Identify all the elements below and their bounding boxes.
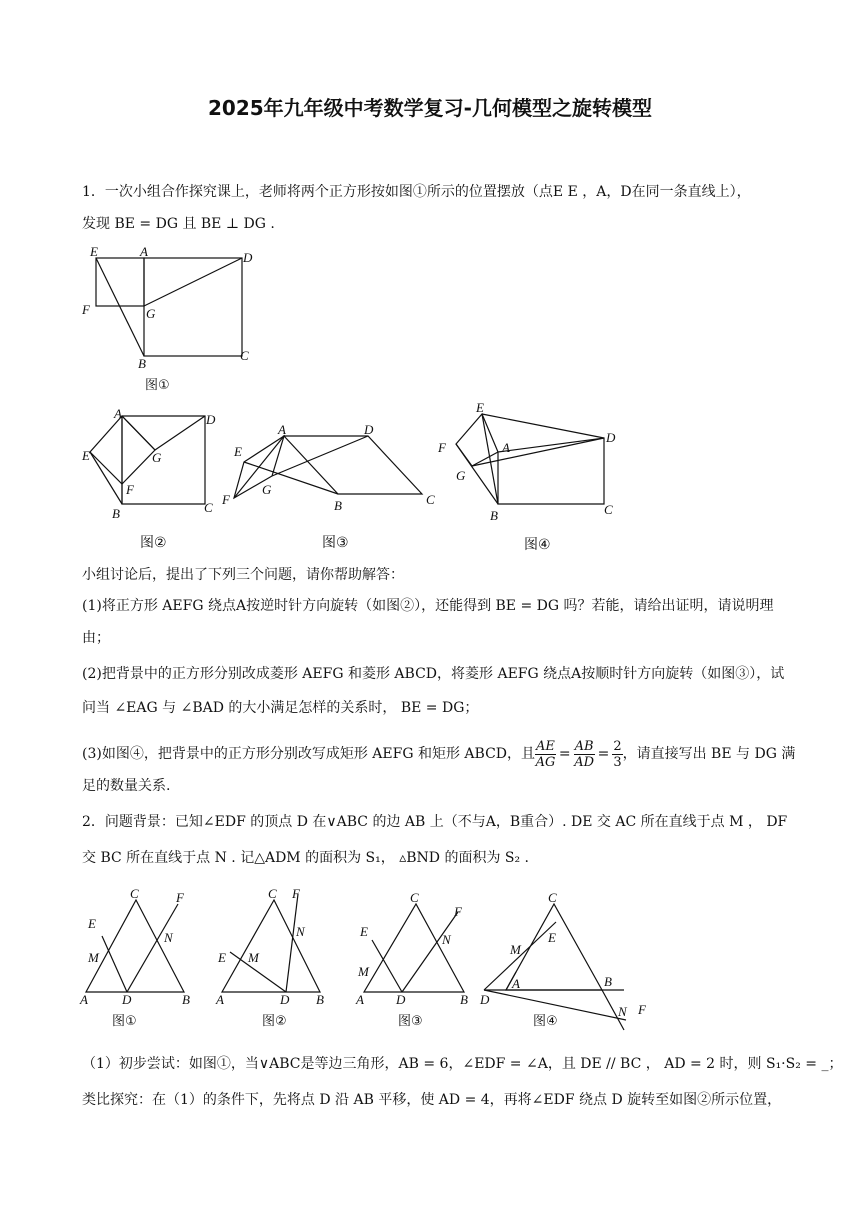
svg-text:B: B	[112, 506, 120, 521]
q1-part3-prefix: (3)如图④，把背景中的正方形分别改写成矩形 AEFG 和矩形 ABCD，且	[82, 746, 536, 762]
svg-text:F: F	[82, 302, 90, 317]
svg-text:E: E	[548, 930, 556, 945]
svg-text:G: G	[262, 482, 272, 497]
svg-text:G: G	[152, 450, 162, 465]
svg-text:B: B	[490, 508, 498, 523]
svg-text:D: D	[280, 992, 290, 1006]
svg-text:D: D	[480, 992, 490, 1007]
svg-text:A: A	[356, 992, 364, 1006]
q1-part2-line1: (2)把背景中的正方形分别改成菱形 AEFG 和菱形 ABCD，将菱形 AEFG 绕点A按顺时针方向旋转（如图③），试	[82, 666, 785, 682]
q1-part1-line2: 由；	[82, 630, 110, 646]
svg-text:M: M	[248, 950, 259, 965]
svg-text:N: N	[296, 924, 305, 939]
q1-fig4-caption: 图④	[524, 537, 551, 553]
svg-text:C: C	[548, 890, 557, 905]
svg-text:C: C	[410, 890, 419, 905]
q2-figure-3	[354, 886, 474, 1006]
svg-text:D: D	[606, 430, 616, 445]
q1-fig3-caption: 图③	[322, 535, 349, 551]
svg-text:A: A	[140, 244, 148, 259]
q2-part2: 类比探究：在（1）的条件下，先将点 D 沿 AB 平移，使 AD = 4，再将∠EDF 绕点 D 旋转至如图②所示位置，	[82, 1092, 782, 1108]
fraction-ab-ad: $\frac{AB}{AD}$	[574, 738, 595, 770]
svg-text:B: B	[138, 356, 146, 371]
svg-text:F: F	[638, 1002, 646, 1017]
svg-text:E: E	[360, 924, 368, 939]
q2-figure-4	[476, 886, 656, 1036]
svg-text:M: M	[510, 942, 521, 957]
svg-text:A: A	[512, 976, 520, 991]
svg-text:N: N	[618, 1004, 627, 1019]
svg-text:C: C	[268, 886, 277, 901]
svg-text:F: F	[454, 904, 462, 919]
q2-figure-1	[78, 886, 198, 1006]
q2-fig4-caption: 图④	[533, 1014, 558, 1029]
svg-text:A: A	[216, 992, 224, 1006]
svg-text:D: D	[396, 992, 406, 1006]
svg-text:E: E	[90, 244, 98, 259]
fraction-two-thirds: $\frac{2}{3}$	[613, 738, 622, 770]
q2-line2: 交 BC 所在直线于点 N . 记△ADM 的面积为 S₁， ▵BND 的面积为 S₂ .	[82, 850, 529, 866]
svg-text:D: D	[206, 412, 216, 427]
svg-text:E: E	[88, 916, 96, 931]
svg-text:D: D	[243, 250, 253, 265]
q1-fig1-caption: 图①	[145, 378, 170, 393]
q2-line1: 2．问题背景：已知∠EDF 的顶点 D 在∨ABC 的边 AB 上（不与A，B重合）. DE 交 AC 所在直线于点 M ， DF	[82, 814, 788, 830]
svg-text:E: E	[82, 448, 90, 463]
q2-figure-2	[214, 886, 334, 1006]
q1-part2-line2: 问当 ∠EAG 与 ∠BAD 的大小满足怎样的关系时， BE = DG；	[82, 700, 479, 716]
q1-part1-line1: (1)将正方形 AEFG 绕点A按逆时针方向旋转（如图②），还能得到 BE = DG 吗？若能，请给出证明，请说明理	[82, 598, 774, 614]
svg-text:F: F	[438, 440, 446, 455]
svg-text:C: C	[130, 886, 139, 901]
svg-text:D: D	[364, 422, 374, 437]
svg-text:F: F	[222, 492, 230, 507]
svg-text:A: A	[278, 422, 286, 437]
q1-part3-suffix: ，请直接写出 BE 与 DG 满	[622, 746, 796, 762]
svg-text:B: B	[334, 498, 342, 513]
svg-text:E: E	[218, 950, 226, 965]
q1-fig2-caption: 图②	[140, 535, 167, 551]
q1-part3-line1: (3)如图④，把背景中的正方形分别改写成矩形 AEFG 和矩形 ABCD，且 $\frac{AE}{AG}$ = $\frac{AB}{AD}$ = $\frac{2}{3}$ ，请直接写出 BE 与 DG 满	[82, 738, 796, 770]
svg-text:N: N	[164, 930, 173, 945]
svg-text:A: A	[80, 992, 88, 1006]
q2-fig1-caption: 图①	[112, 1014, 137, 1029]
q1-figure-2	[80, 404, 230, 524]
q2-fig3-caption: 图③	[398, 1014, 423, 1029]
svg-text:C: C	[604, 502, 613, 517]
svg-text:C: C	[204, 500, 213, 515]
q1-intro-line1: 1．一次小组合作探究课上，老师将两个正方形按如图①所示的位置摆放（点E E ，A，D在同一条直线上），	[82, 184, 751, 200]
svg-text:G: G	[146, 306, 156, 321]
svg-text:D: D	[122, 992, 132, 1006]
svg-text:A: A	[114, 406, 122, 421]
q2-part1: （1）初步尝试：如图①，当∨ABC是等边三角形，AB = 6，∠EDF = ∠A，且 DE // BC ， AD = 2 时，则 S₁·S₂ = _；	[82, 1056, 843, 1072]
svg-text:E: E	[234, 444, 242, 459]
q1-figure-4	[434, 396, 624, 526]
svg-text:F: F	[176, 890, 184, 905]
q1-figure-1	[80, 244, 270, 394]
q1-figure-3	[222, 420, 444, 520]
q1-discussion: 小组讨论后，提出了下列三个问题，请你帮助解答：	[82, 567, 404, 583]
svg-text:E: E	[476, 400, 484, 415]
svg-text:N: N	[442, 932, 451, 947]
svg-text:G: G	[456, 468, 466, 483]
svg-text:C: C	[426, 492, 435, 507]
q2-fig2-caption: 图②	[262, 1014, 287, 1029]
svg-text:F: F	[292, 886, 300, 901]
svg-text:B: B	[316, 992, 324, 1006]
q1-intro-line2: 发现 BE = DG 且 BE ⊥ DG .	[82, 216, 275, 232]
page-title: 2025年九年级中考数学复习-几何模型之旋转模型	[208, 96, 652, 120]
svg-text:B: B	[604, 974, 612, 989]
svg-text:B: B	[182, 992, 190, 1006]
svg-text:C: C	[240, 348, 249, 363]
svg-text:M: M	[88, 950, 99, 965]
svg-text:M: M	[358, 964, 369, 979]
svg-text:A: A	[502, 440, 510, 455]
fraction-ae-ag: $\frac{AE}{AG}$	[535, 738, 556, 770]
svg-text:B: B	[460, 992, 468, 1006]
svg-text:F: F	[126, 482, 134, 497]
q1-part3-line2: 足的数量关系.	[82, 778, 171, 794]
